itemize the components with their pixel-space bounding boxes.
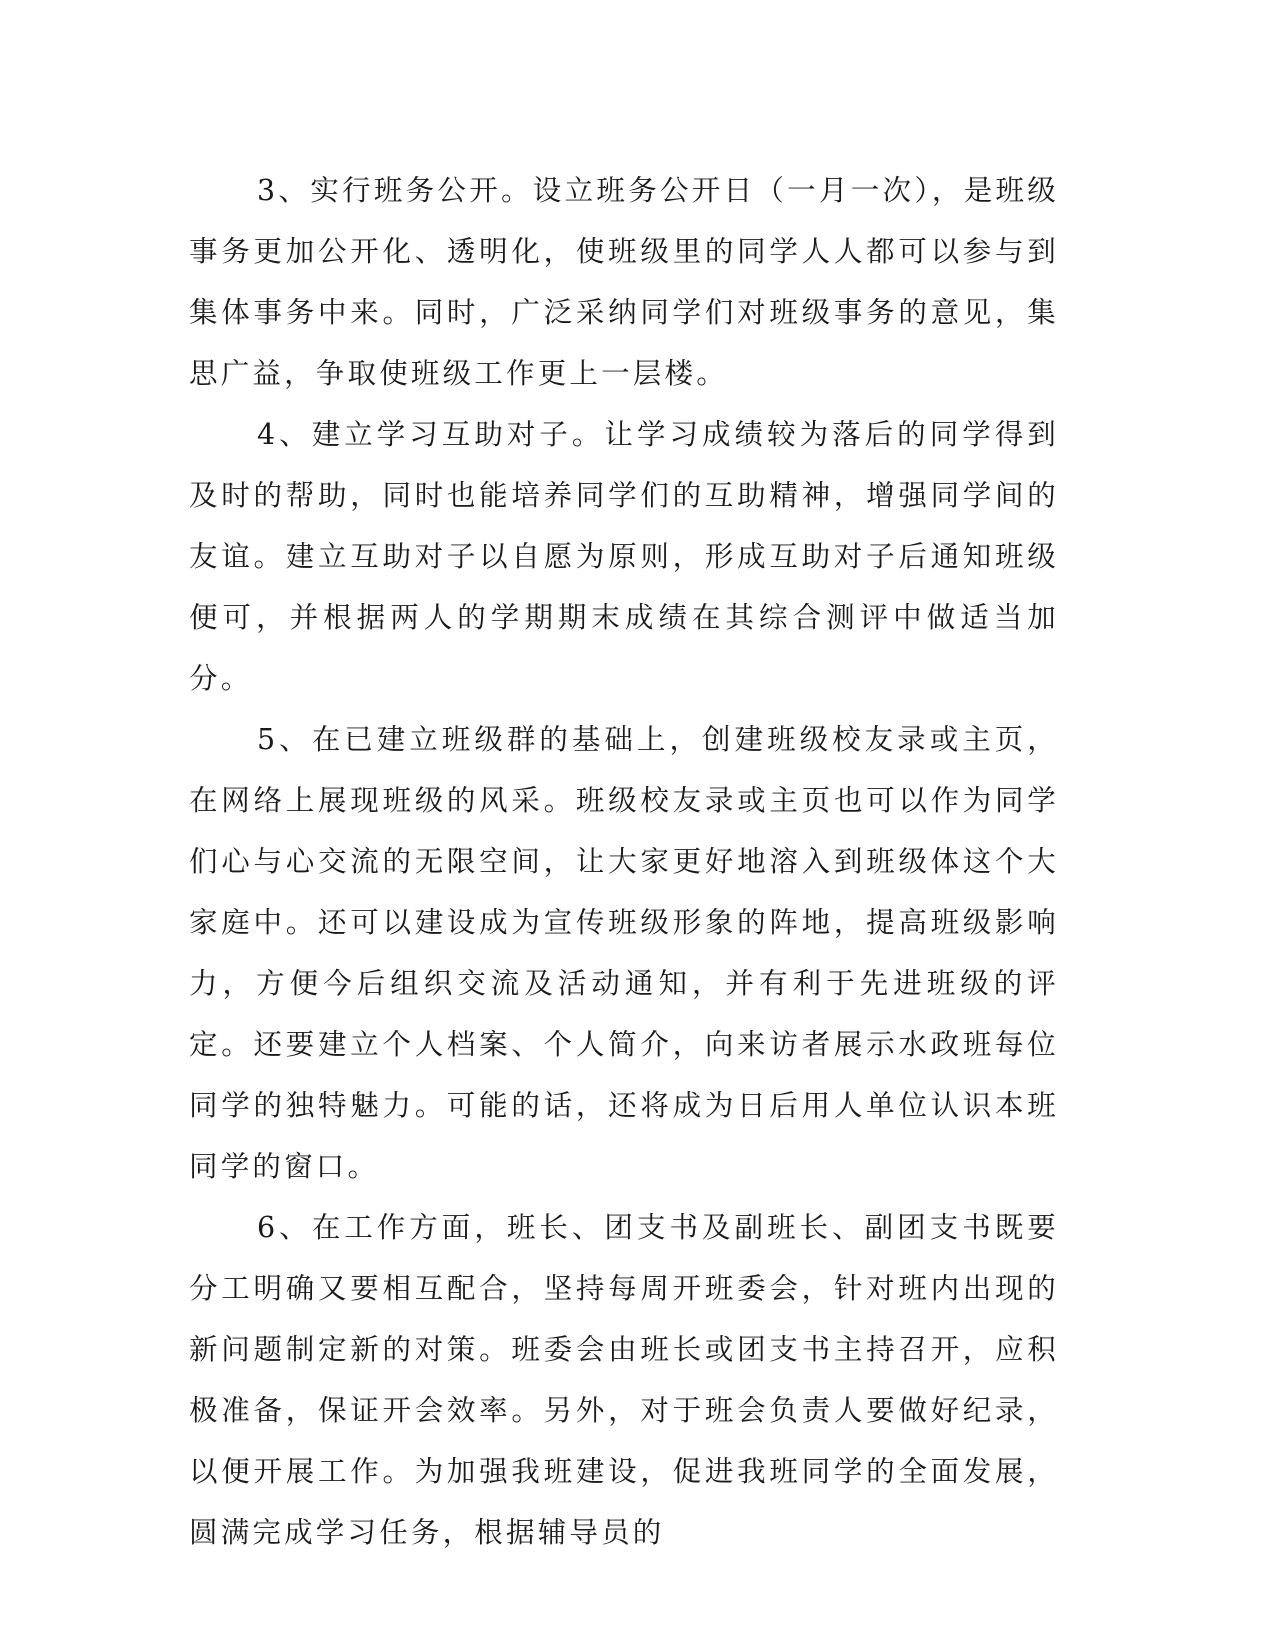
paragraph-item-6: 6、在工作方面，班长、团支书及副班长、副团支书既要分工明确又要相互配合，坚持每周开班委会，针对班内出现的新问题制定新的对策。班委会由班长或团支书主持召开，应积极准备，保证开会效率。另外，对于班会负责人要做好纪录，以便开展工作。为加强我班建设，促进我班同学的全面发展，圆满完成学习任务，根据辅导员的 [189, 1211, 1059, 1549]
paragraph-item-5: 5、在已建立班级群的基础上，创建班级校友录或主页，在网络上展现班级的风采。班级校友录或主页也可以作为同学们心与心交流的无限空间，让大家更好地溶入到班级体这个大家庭中。还可以建设成为宣传班级形象的阵地，提高班级影响力，方便今后组织交流及活动通知，并有利于先进班级的评定。还要建立个人档案、个人简介，向来访者展示水政班每位同学的独特魅力。可能的话，还将成为日后用人单位认识本班同学的窗口。 [189, 723, 1059, 1183]
document-body [189, 160, 1059, 1563]
paragraph-item-3: 3、实行班务公开。设立班务公开日（一月一次），是班级事务更加公开化、透明化，使班级里的同学人人都可以参与到集体事务中来。同时，广泛采纳同学们对班级事务的意见，集思广益，争取使班级工作更上一层楼。 [189, 174, 1059, 390]
paragraph-item-4: 4、建立学习互助对子。让学习成绩较为落后的同学得到及时的帮助，同时也能培养同学们的互助精神，增强同学间的友谊。建立互助对子以自愿为原则，形成互助对子后通知班级便可，并根据两人的学期期末成绩在其综合测评中做适当加分。 [189, 418, 1059, 695]
